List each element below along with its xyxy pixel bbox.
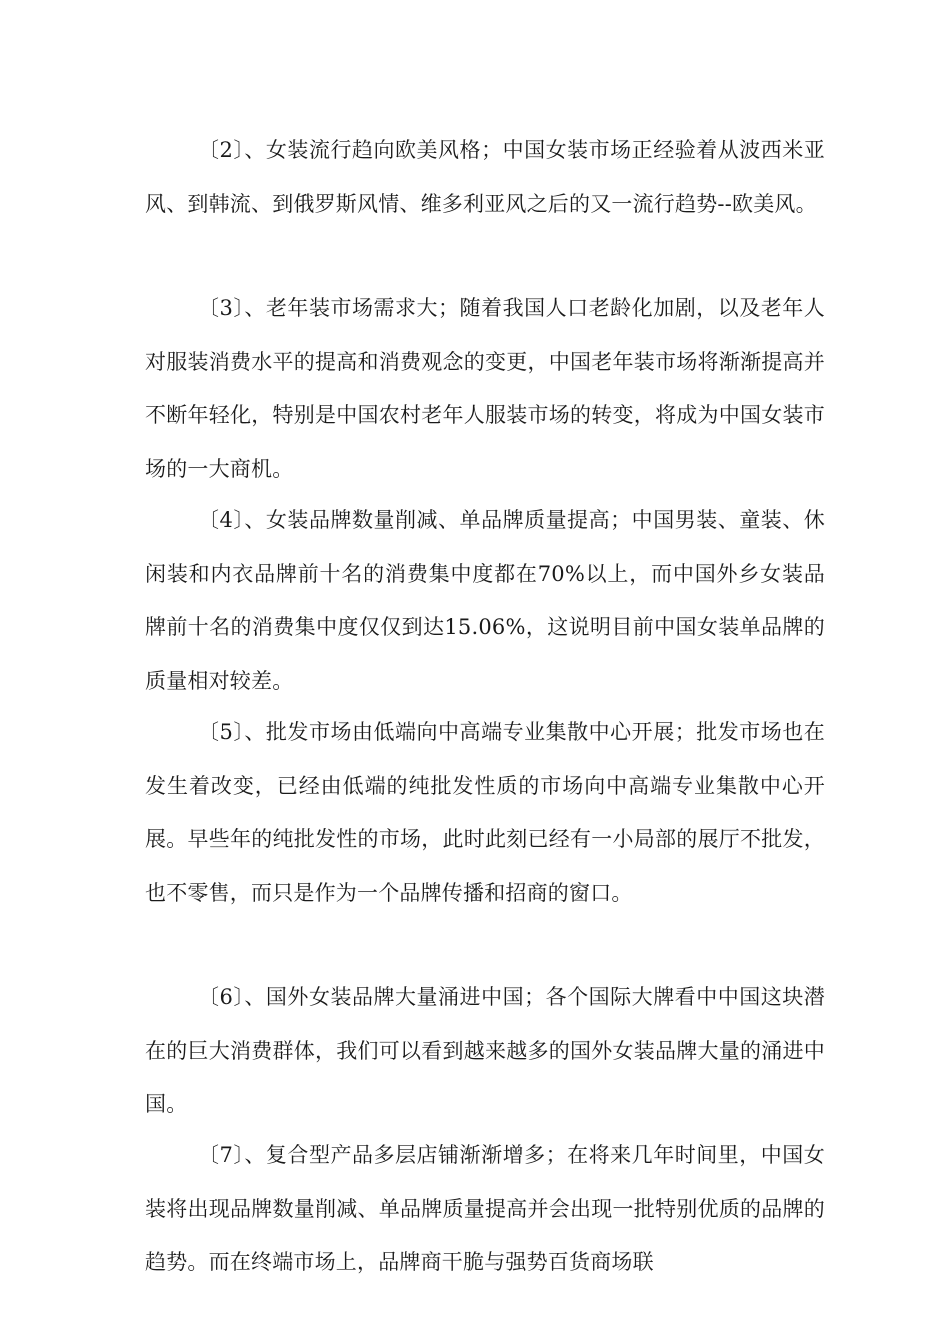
paragraph-item-4: 〔4〕、女装品牌数量削减、单品牌质量提高；中国男装、童装、休闲装和内衣品牌前十名的消费集中度都在70%以上，而中国外乡女装品牌前十名的消费集中度仅仅到达15.06%，这说明目前中国女装单品牌的质量相对较差。: [145, 508, 825, 693]
paragraph-item-5: 〔5〕、批发市场由低端向中高端专业集散中心开展；批发市场也在发生着改变，已经由低端的纯批发性质的市场向中高端专业集散中心开展。早些年的纯批发性的市场，此时此刻已经有一小局部的展厅不批发，也不零售，而只是作为一个品牌传播和招商的窗口。: [145, 720, 825, 905]
paragraph-item-7: 〔7〕、复合型产品多层店铺渐渐增多；在将来几年时间里，中国女装将出现品牌数量削减、单品牌质量提高并会出现一批特别优质的品牌的趋势。而在终端市场上，品牌商干脆与强势百货商场联: [145, 1143, 825, 1274]
paragraph-item-2: 〔2〕、女装流行趋向欧美风格；中国女装市场正经验着从波西米亚风、到韩流、到俄罗斯风情、维多利亚风之后的又一流行趋势--欧美风。: [145, 138, 825, 216]
paragraph-item-3: 〔3〕、老年装市场需求大；随着我国人口老龄化加剧，以及老年人对服装消费水平的提高和消费观念的变更，中国老年装市场将渐渐提高并不断年轻化，特别是中国农村老年人服装市场的转变，将成为中国女装市场的一大商机。: [145, 296, 825, 481]
paragraph-item-6: 〔6〕、国外女装品牌大量涌进中国；各个国际大牌看中中国这块潜在的巨大消费群体，我们可以看到越来越多的国外女装品牌大量的涌进中国。: [145, 985, 825, 1116]
